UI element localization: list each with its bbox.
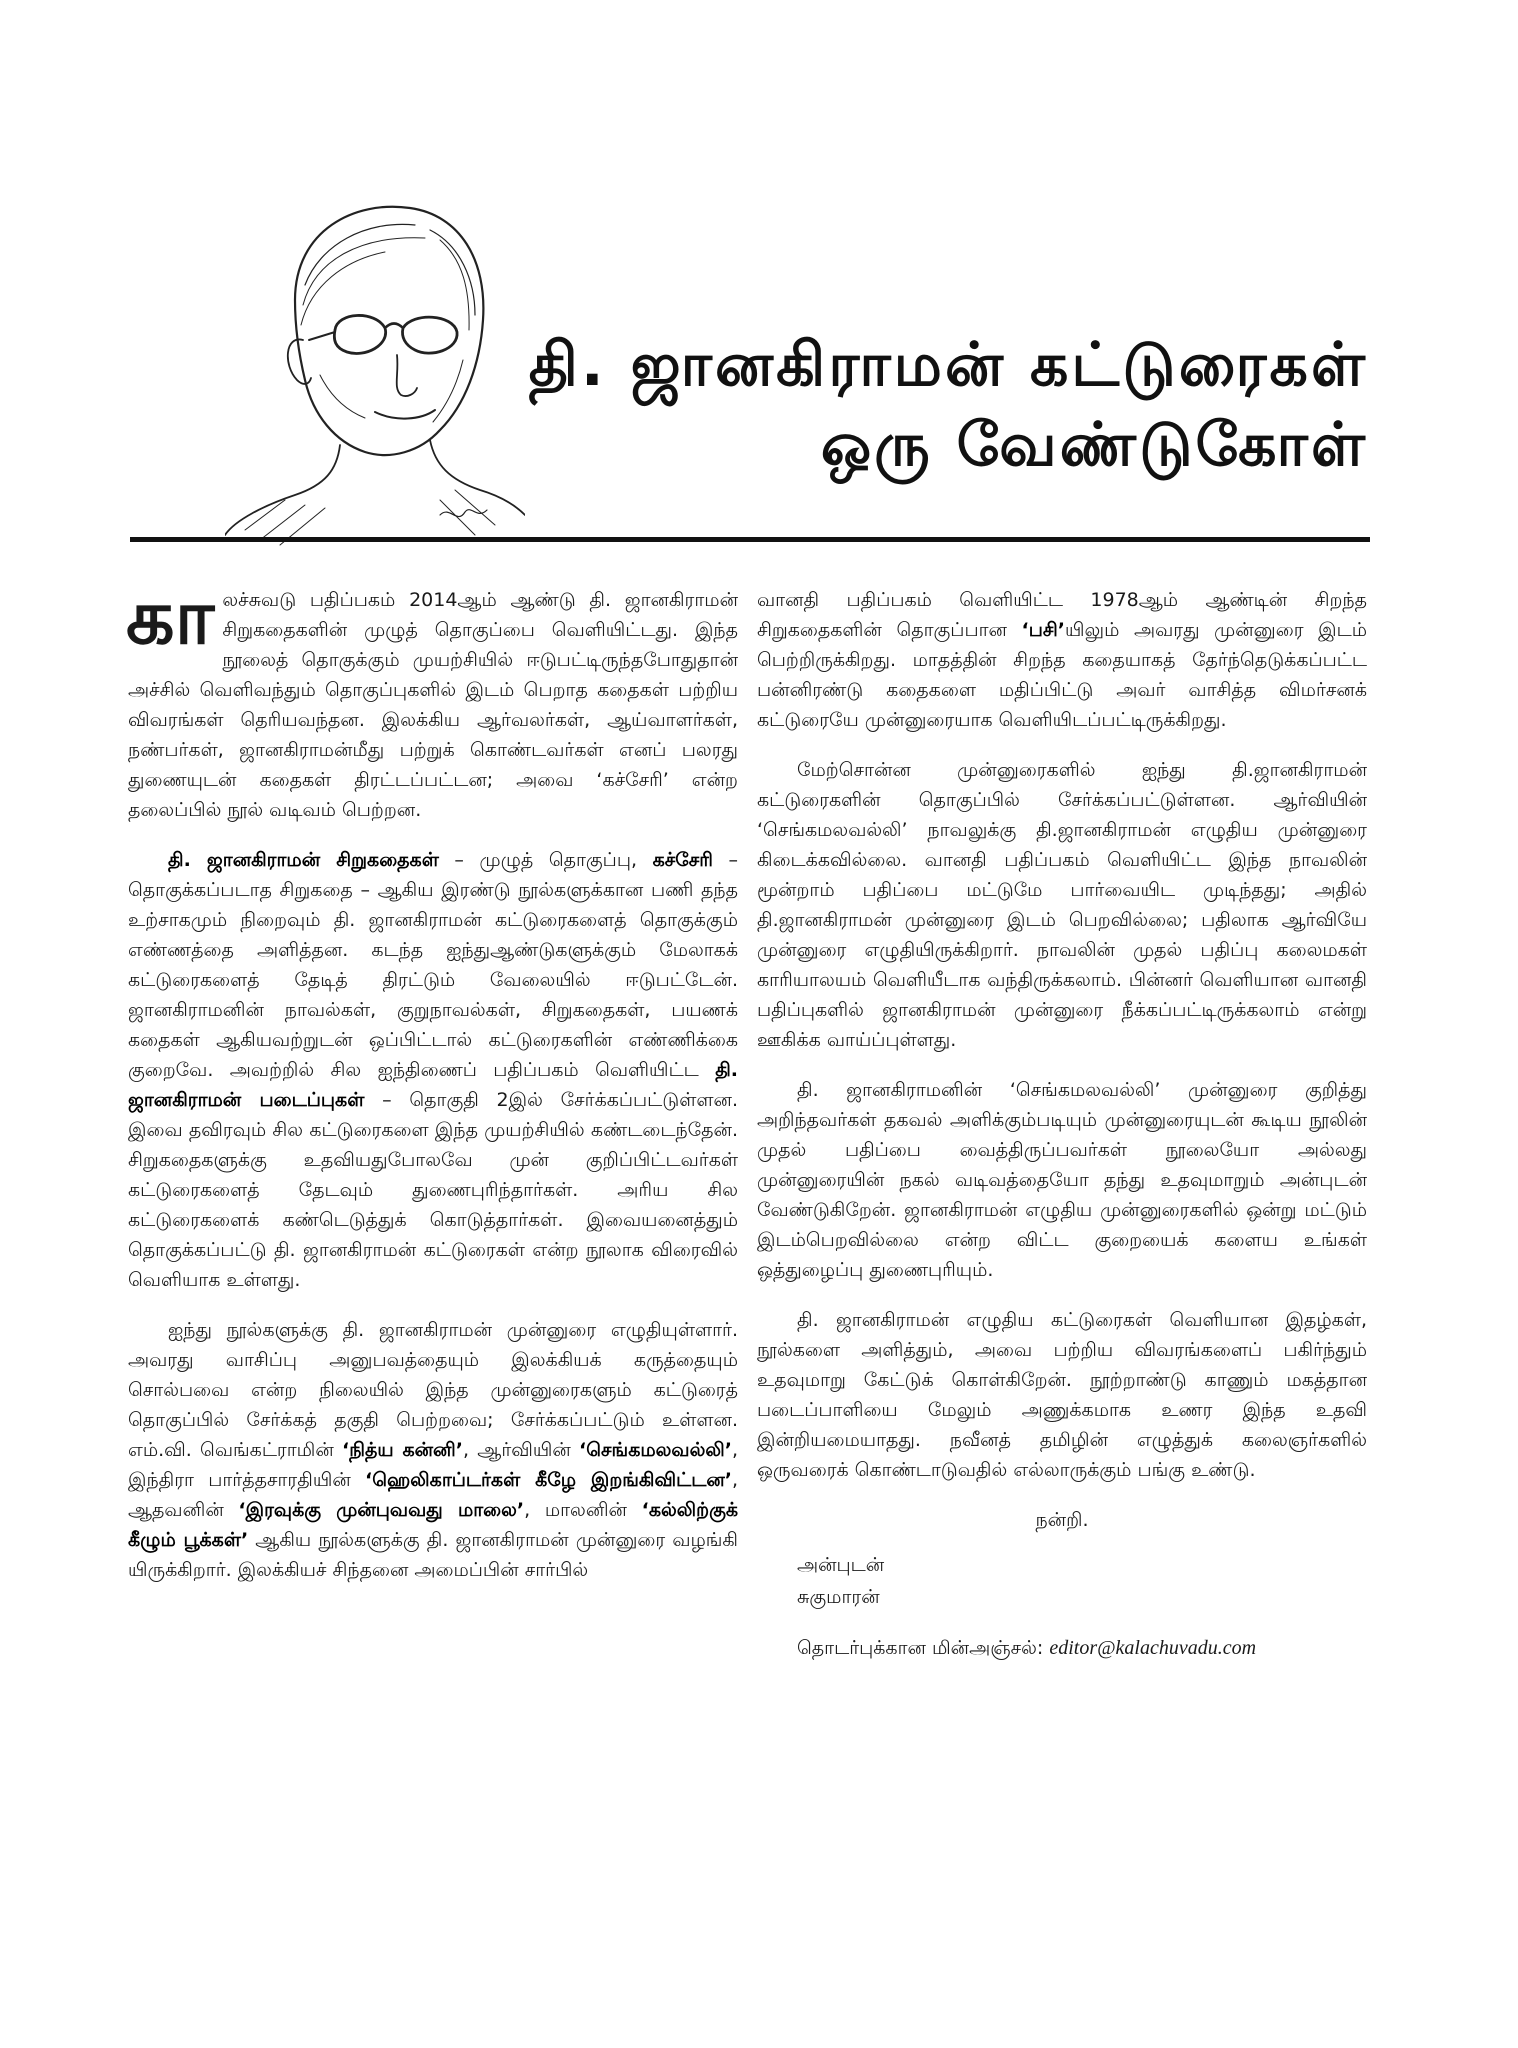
signoff-line: அன்புடன் [797, 1554, 885, 1576]
drop-cap: கா [126, 572, 215, 661]
page-title: தி. ஜானகிராமன் கட்டுரைகள் [528, 330, 1368, 400]
paragraph-continuation [757, 585, 1367, 735]
paragraph-text: வானதி பதிப்பகம் வெளியிட்ட 1978ஆம் ஆண்டின் சிறந்த சிறுகதைகளின் தொகுப்பான [757, 589, 1367, 641]
title-block [529, 325, 1368, 485]
left-column [126, 572, 739, 1605]
author-name: சுகுமாரன் [797, 1586, 880, 1608]
paragraph-text: – தொகுதி 2இல் சேர்க்கப்பட்டுள்ளன. இவை தவிரவும் சில கட்டுரைகளை இந்த முயற்சியில் கண்டடைந்தேன். சிறுகதைகளுக்கு உதவியதுபோலவே முன் குறிப்பிட்டவர்கள் கட்டுரைகளைத் தேடவும் துணைபுரிந்தார்கள். அரிய சில கட்டுரைகளைக் கண்டெடுத்துக் கொடுத்தார்கள். இவையனைத்தும் தொகுக்கப்பட்டு தி. ஜானகிராமன் கட்டுரைகள் என்ற நூலாக விரைவில் வெளியாக உள்ளது. [128, 1089, 738, 1291]
paragraph-3 [128, 1315, 738, 1585]
book-title: ‘செங்கமலவல்லி’ [579, 1439, 732, 1461]
paragraph-text: – முழுத் தொகுப்பு, [438, 849, 653, 871]
paragraph-1-text: லச்சுவடு பதிப்பகம் 2014ஆம் ஆண்டு தி. ஜானகிராமன் சிறுகதைகளின் முழுத் தொகுப்பை வெளியிட்டது. இந்த நூலைத் தொகுக்கும் முயற்சியில் ஈடுபட்டிருந்தபோதுதான் அச்சில் வெளிவந்தும் தொகுப்புகளில் இடம் பெறாத கதைகள் பற்றிய விவரங்கள் தெரியவந்தன. இலக்கிய ஆர்வலர்கள், ஆய்வாளர்கள், நண்பர்கள், ஜானகிராமன்மீது பற்றுக் கொண்டவர்கள் எனப் பலரது துணையுடன் கதைகள் திரட்டப்பட்டன; அவை ‘கச்சேரி’ என்ற தலைப்பில் நூல் வடிவம் பெற்றன. [128, 589, 738, 821]
book-title: ‘ஹெலிகாப்டர்கள் கீழே இறங்கிவிட்டன’ [365, 1469, 732, 1491]
title-divider [130, 537, 1370, 542]
paragraph-text: ஐந்து நூல்களுக்கு தி. ஜானகிராமன் முன்னுரை எழுதியுள்ளார். அவரது வாசிப்பு அனுபவத்தையும் இலக்கியக் கருத்தையும் சொல்பவை என்ற நிலையில் இந்த முன்னுரைகளும் கட்டுரைத் தொகுப்பில் சேர்க்கத் தகுதி பெற்றவை; சேர்க்கப்பட்டும் உள்ளன. எம்.வி. வெங்கட்ராமின் [128, 1319, 738, 1461]
right-column [757, 585, 1367, 1663]
book-title: ‘இரவுக்கு முன்புவவது மாலை’ [238, 1499, 525, 1521]
paragraph-text: , ஆர்வியின் [463, 1439, 580, 1461]
book-title: தி. ஜானகிராமன் சிறுகதைகள் [168, 849, 439, 871]
page-subtitle: ஒரு வேண்டுகோள் [820, 410, 1368, 480]
paragraph-text: ஆகிய நூல்களுக்கு தி. ஜானகிராமன் முன்னுரை வழங்கி யிருக்கிறார். இலக்கியச் சிந்தனை அமைப்பின் சார்பில் [128, 1529, 738, 1581]
paragraph-text: , இந்திரா பார்த்தசாரதியின் [128, 1439, 738, 1491]
paragraph-2 [128, 845, 738, 1295]
book-title: கச்சேரி [652, 849, 713, 871]
book-title: ‘கல்லிற்குக் கீழும் பூக்கள்’ [128, 1499, 738, 1551]
book-title: தி. ஜானகிராமன் படைப்புகள் [128, 1059, 738, 1111]
paragraph-5: மேற்சொன்ன முன்னுரைகளில் ஐந்து தி.ஜானகிராமன் கட்டுரைகளின் தொகுப்பில் சேர்க்கப்பட்டுள்ளன. ஆர்வியின் ‘செங்கமலவல்லி’ நாவலுக்கு தி.ஜானகிராமன் எழுதிய முன்னுரை கிடைக்கவில்லை. வானதி பதிப்பகம் வெளியிட்ட இந்த நாவலின் மூன்றாம் பதிப்பை மட்டுமே பார்வையிட முடிந்தது; அதில் தி.ஜானகிராமன் முன்னுரை இடம் பெறவில்லை; பதிலாக ஆர்வியே முன்னுரை எழுதியிருக்கிறார். நாவலின் முதல் பதிப்பு கலைமகள் காரியாலயம் வெளியீடாக வந்திருக்கலாம். பின்னர் வெளியான வானதி பதிப்புகளில் ஜானகிராமன் முன்னுரை நீக்கப்பட்டிருக்கலாம் என்று ஊகிக்க வாய்ப்புள்ளது. [757, 759, 1367, 1051]
thanks-text: நன்றி. [1035, 1509, 1089, 1531]
contact-label: தொடர்புக்கான மின்அஞ்சல்: [797, 1637, 1044, 1659]
paragraph-7: தி. ஜானகிராமன் எழுதிய கட்டுரைகள் வெளியான இதழ்கள், நூல்களை அளித்தும், அவை பற்றிய விவரங்களைப் பகிர்ந்தும் உதவுமாறு கேட்டுக் கொள்கிறேன். நூற்றாண்டு காணும் மகத்தான படைப்பாளியை மேலும் அணுக்கமாக உணர இந்த உதவி இன்றியமையாதது. நவீனத் தமிழின் எழுத்துக் கலைஞர்களில் ஒருவரைக் கொண்டாடுவதில் எல்லாருக்கும் பங்கு உண்டு. [757, 1309, 1367, 1481]
book-title: ‘பசி’ [1021, 619, 1066, 641]
book-title: ‘நித்ய கன்னி’ [342, 1439, 464, 1461]
signature-block [797, 1549, 1367, 1613]
paragraph-text: , ஆதவனின் [128, 1469, 739, 1521]
contact-email-link[interactable]: editor@kalachuvadu.com [1049, 1637, 1257, 1659]
paragraph-text: – தொகுக்கப்படாத சிறுகதை – ஆகிய இரண்டு நூல்களுக்கான பணி தந்த உற்சாகமும் நிறைவும் தி. ஜானகிராமன் கட்டுரைகளைத் தொகுக்கும் எண்ணத்தை அளித்தன. கடந்த ஐந்துஆண்டுகளுக்கும் மேலாகக் கட்டுரைகளைத் தேடித் திரட்டும் வேலையில் ஈடுபட்டேன். ஜானகிராமனின் நாவல்கள், குறுநாவல்கள், சிறுகதைகள், பயணக் கதைகள் ஆகியவற்றுடன் ஒப்பிட்டால் கட்டுரைகளின் எண்ணிக்கை குறைவே. அவற்றில் சில ஐந்திணைப் பதிப்பகம் வெளியிட்ட [128, 849, 738, 1081]
paragraph-text: , மாலனின் [524, 1499, 642, 1521]
paragraph-1 [126, 572, 738, 825]
paragraph-6: தி. ஜானகிராமனின் ‘செங்கமலவல்லி’ முன்னுரை குறித்து அறிந்தவர்கள் தகவல் அளிக்கும்படியும் முன்னுரையுடன் கூடிய நூலின் முதல் பதிப்பை வைத்திருப்பவர்கள் நூலையோ அல்லது முன்னுரையின் நகல் வடிவத்தையோ தந்து உதவுமாறும் அன்புடன் வேண்டுகிறேன். ஜானகிராமன் எழுதிய முன்னுரைகளில் ஒன்று மட்டும் இடம்பெறவில்லை என்ற விட்ட குறையைக் களைய உங்கள் ஒத்துழைப்பு துணைபுரியும். [757, 1079, 1367, 1281]
paragraph-text: யிலும் அவரது முன்னுரை இடம் பெற்றிருக்கிறது. மாதத்தின் சிறந்த கதையாகத் தேர்ந்தெடுக்கப்பட்ட பன்னிரண்டு கதைகளை மதிப்பிட்டு அவர் வாசித்த விமர்சனக் கட்டுரையே முன்னுரையாக வெளியிடப்பட்டிருக்கிறது. [757, 619, 1368, 731]
author-portrait-sketch [225, 190, 525, 550]
contact-line [797, 1633, 1367, 1663]
